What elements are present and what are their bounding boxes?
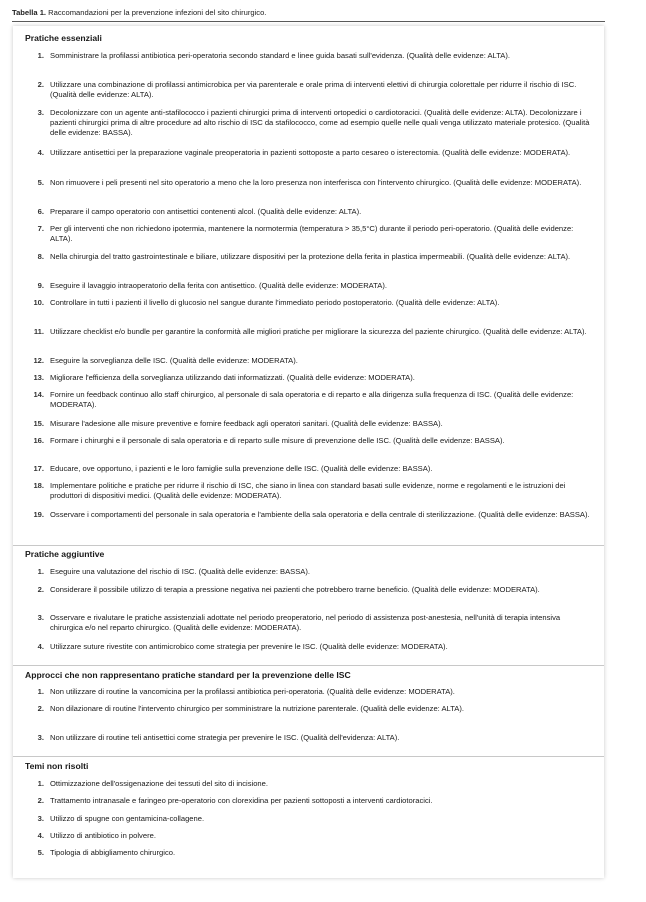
item-text: Utilizzare antisettici per la preparazione vaginale preoperatoria in pazienti sottoposte a parto cesareo o isterectomia. (Qualità delle evidenze: MODERATA). [50, 148, 571, 157]
table-caption-text: Raccomandazioni per la prevenzione infezioni del sito chirurgico. [48, 8, 267, 17]
item-text: Preparare il campo operatorio con antisettici contenenti alcol. (Qualità delle evidenze: ALTA). [50, 207, 362, 216]
item-number: 14. [33, 390, 44, 399]
item-number: 17. [33, 464, 44, 473]
item-number: 19. [33, 510, 44, 519]
item-text: Per gli interventi che non richiedono ipotermia, mantenere la normotermia (temperatura > 35,5°C) durante il periodo peri-operatorio. (Qualità delle evidenze: ALTA). [50, 224, 574, 244]
item-text: Utilizzare una combinazione di profilassi antimicrobica per via parenterale e orale prima di interventi elettivi di chirurgia colorettale per ridurre il rischio di ISC. (Qualità delle evidenze: ALTA). [50, 80, 577, 100]
item-number: 6. [37, 207, 44, 216]
section-title: Pratiche essenziali [25, 33, 102, 43]
item-number: 3. [37, 613, 44, 622]
item-text: Educare, ove opportuno, i pazienti e le loro famiglie sulla prevenzione delle ISC. (Qualità delle evidenze: BASSA). [50, 464, 433, 473]
item-text: Trattamento intranasale e faringeo pre-operatorio con clorexidina per pazienti sottoposti a interventi cardiotoracici. [50, 796, 433, 805]
item-text: Non dilazionare di routine l'intervento chirurgico per somministrare la nutrizione parenterale. (Qualità delle evidenze: ALTA). [50, 704, 464, 713]
item-number: 8. [37, 252, 44, 261]
item-text: Non utilizzare di routine teli antisettici come strategia per prevenire le ISC. (Qualità dell'evidenza: ALTA). [50, 733, 400, 742]
item-text: Ottimizzazione dell'ossigenazione dei tessuti del sito di incisione. [50, 779, 268, 788]
item-number: 11. [33, 327, 44, 336]
item-number: 2. [37, 704, 44, 713]
section-divider [13, 665, 604, 666]
item-text: Eseguire la sorveglianza delle ISC. (Qualità delle evidenze: MODERATA). [50, 356, 298, 365]
item-text: Utilizzo di spugne con gentamicina-collagene. [50, 814, 205, 823]
item-text: Non rimuovere i peli presenti nel sito operatorio a meno che la loro presenza non interferisca con l'intervento chirurgico. (Qualità delle evidenze: MODERATA). [50, 178, 582, 187]
item-number: 16. [33, 436, 44, 445]
section-title: Approcci che non rappresentano pratiche standard per la prevenzione delle ISC [25, 670, 351, 680]
item-number: 1. [37, 567, 44, 576]
recommendations-table [13, 26, 604, 878]
item-number: 4. [37, 642, 44, 651]
item-number: 5. [37, 178, 44, 187]
item-text: Considerare il possibile utilizzo di terapia a pressione negativa nei pazienti che potrebbero trarne beneficio. (Qualità delle evidenze: MODERATA). [50, 585, 540, 594]
caption-divider [12, 21, 605, 22]
item-number: 3. [37, 108, 44, 117]
item-number: 13. [33, 373, 44, 382]
item-number: 18. [33, 481, 44, 490]
item-text: Decolonizzare con un agente anti-stafilococco i pazienti chirurgici prima di interventi ortopedici o cardiotoracici. (Qualità delle evidenze: ALTA). Decolonizzare i pazienti chirurgici prima di altre procedure ad alto rischio di ISC da stafilococco, come ad esempio quelle nelle quali venga utilizzato materiale protesico. (Qualità delle evidenze: BASSA). [50, 108, 590, 138]
section-title: Temi non risolti [25, 761, 89, 771]
item-number: 1. [37, 51, 44, 60]
item-number: 4. [37, 148, 44, 157]
item-text: Controllare in tutti i pazienti il livello di glucosio nel sangue durante l'immediato periodo postoperatorio. (Qualità delle evidenze: ALTA). [50, 298, 500, 307]
item-number: 1. [37, 779, 44, 788]
item-number: 1. [37, 687, 44, 696]
section-divider [13, 756, 604, 757]
item-text: Misurare l'adesione alle misure preventive e fornire feedback agli operatori sanitari. (Qualità delle evidenze: BASSA). [50, 419, 443, 428]
item-number: 2. [37, 80, 44, 89]
item-number: 2. [37, 585, 44, 594]
item-text: Implementare politiche e pratiche per ridurre il rischio di ISC, che siano in linea con standard basati sulle evidenze, norme e regolamenti e le istruzioni dei produttori di dispositivi medici. (Qualità delle evidenze: MODERATA). [50, 481, 566, 501]
item-number: 7. [37, 224, 44, 233]
item-number: 5. [37, 848, 44, 857]
table-caption [12, 8, 266, 17]
item-number: 9. [37, 281, 44, 290]
item-text: Formare i chirurghi e il personale di sala operatoria e di reparto sulle misure di prevenzione delle ISC. (Qualità delle evidenze: BASSA). [50, 436, 505, 445]
item-text: Utilizzare checklist e/o bundle per garantire la conformità alle migliori pratiche per migliorare la sicurezza del paziente chirurgico. (Qualità delle evidenze: ALTA). [50, 327, 587, 336]
item-text: Utilizzare suture rivestite con antimicrobico come strategia per prevenire le ISC. (Qualità delle evidenze: MODERATA). [50, 642, 448, 651]
table-caption-label: Tabella 1. [12, 8, 47, 17]
item-text: Utilizzo di antibiotico in polvere. [50, 831, 156, 840]
item-number: 3. [37, 814, 44, 823]
section-divider [13, 545, 604, 546]
item-text: Migliorare l'efficienza della sorveglianza utilizzando dati informatizzati. (Qualità delle evidenze: MODERATA). [50, 373, 415, 382]
item-text: Nella chirurgia del tratto gastrointestinale e biliare, utilizzare dispositivi per la protezione della ferita in plastica impermeabili. (Qualità delle evidenze: ALTA). [50, 252, 571, 261]
item-number: 15. [33, 419, 44, 428]
item-number: 3. [37, 733, 44, 742]
item-text: Somministrare la profilassi antibiotica peri-operatoria secondo standard e linee guida basati sull'evidenza. (Qualità delle evidenze: ALTA). [50, 51, 510, 60]
item-text: Eseguire una valutazione del rischio di ISC. (Qualità delle evidenze: BASSA). [50, 567, 311, 576]
item-text: Tipologia di abbigliamento chirurgico. [50, 848, 176, 857]
item-number: 2. [37, 796, 44, 805]
item-text: Osservare e rivalutare le pratiche assistenziali adottate nel periodo preoperatorio, nel periodo di assistenza post-anestesia, nell'unità di terapia intensiva chirurgica e/o nel reparto chirurgico. (Qualità delle evidenze: MODERATA). [50, 613, 561, 633]
section-title: Pratiche aggiuntive [25, 549, 105, 559]
item-number: 4. [37, 831, 44, 840]
item-number: 10. [33, 298, 44, 307]
item-text: Fornire un feedback continuo allo staff chirurgico, al personale di sala operatoria e di reparto e alla dirigenza sulla frequenza di ISC. (Qualità delle evidenze: MODERATA). [50, 390, 574, 410]
item-number: 12. [33, 356, 44, 365]
item-text: Eseguire il lavaggio intraoperatorio della ferita con antisettico. (Qualità delle evidenze: MODERATA). [50, 281, 387, 290]
item-text: Osservare i comportamenti del personale in sala operatoria e l'ambiente della sala operatoria e della centrale di sterilizzazione. (Qualità delle evidenze: BASSA). [50, 510, 590, 519]
item-text: Non utilizzare di routine la vancomicina per la profilassi antibiotica peri-operatoria. (Qualità delle evidenze: MODERATA). [50, 687, 455, 696]
